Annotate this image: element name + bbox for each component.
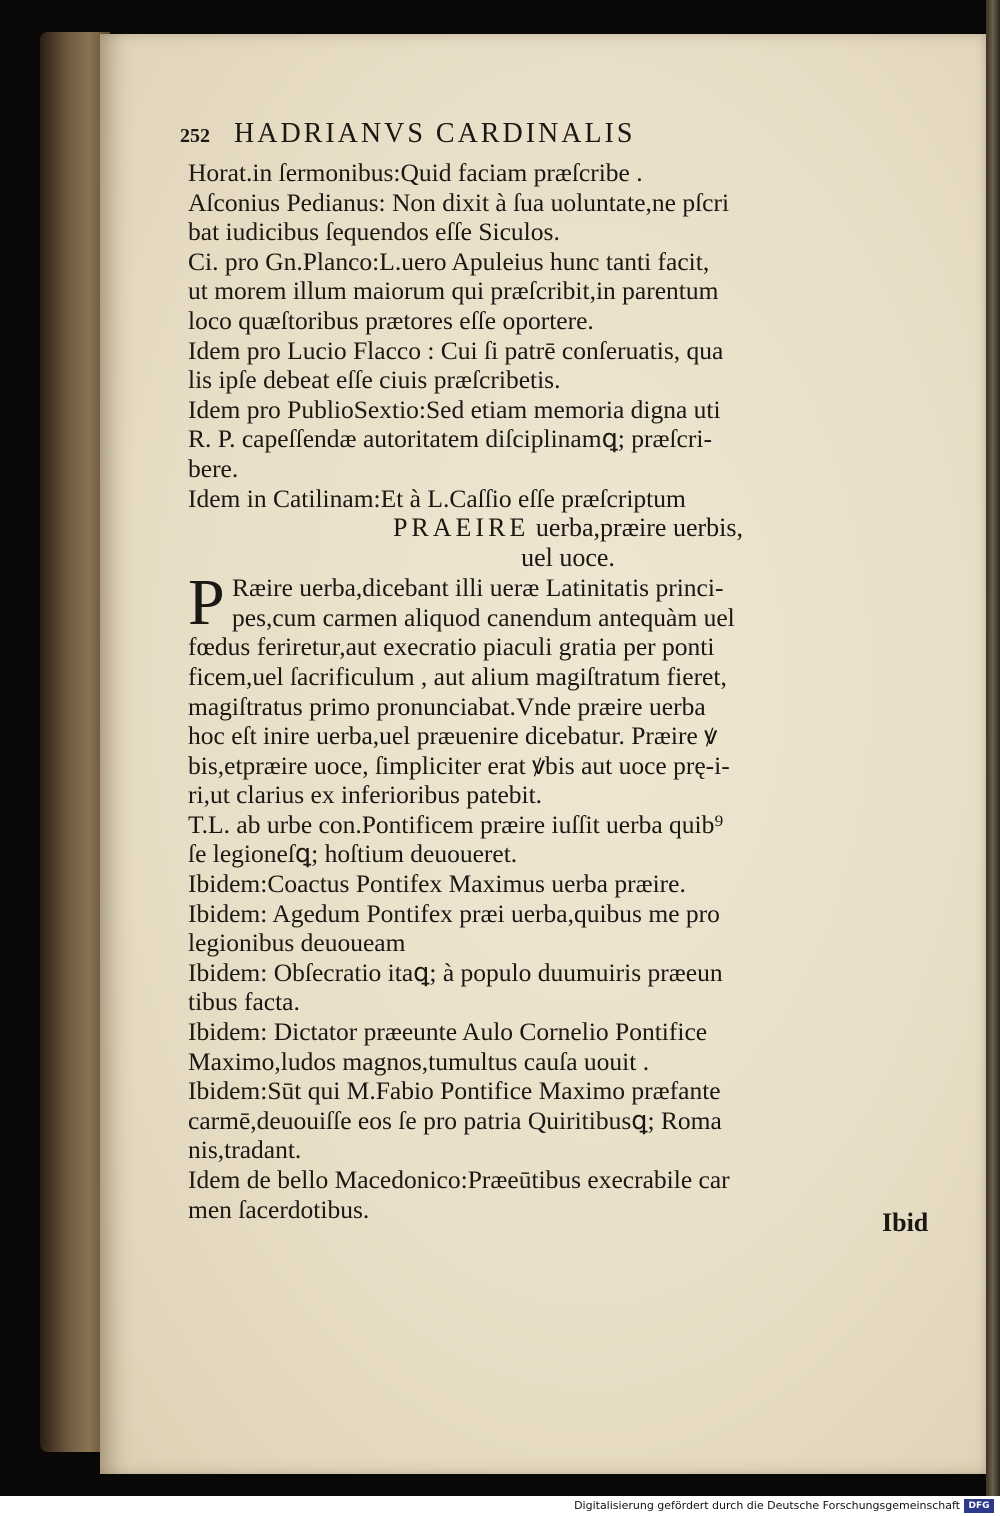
paragraph-praeire	[188, 566, 948, 640]
text-line: ſe legioneſꝗ; hoſtium deuoueret.	[188, 839, 518, 869]
paragraph-citations	[188, 632, 948, 1224]
section-title-rest: uerba,præire uerbis,	[529, 513, 744, 543]
text-line: Aſconius Pedianus: Non dixit à ſua uoluntate,ne pſcri	[188, 187, 730, 217]
page-text	[180, 118, 948, 1224]
text-line: ri,ut clarius ex inferioribus patebit.	[188, 780, 543, 810]
text-line: Idem de bello Macedonico:Præeūtibus execrabile car	[188, 1165, 730, 1194]
catchword: Ibid	[882, 1208, 929, 1237]
text-line: ut morem illum maiorum qui præſcribit,in parentum	[188, 276, 719, 306]
drop-cap: P	[188, 566, 225, 640]
text-line: Ibidem:Coactus Pontifex Maximus uerba præire.	[188, 869, 686, 899]
text-line: R. P. capeſſendæ autoritatem diſciplinamꝗ; præſcri-	[188, 424, 712, 454]
text-line: ficem,uel ſacrificulum , aut alium magiſtratum fieret,	[188, 661, 727, 691]
text-line: Ci. pro Gn.Planco:L.uero Apuleius hunc tanti facit,	[188, 246, 710, 276]
text-line: magiſtratus primo pronunciabat.Vnde præire uerba	[188, 691, 706, 721]
text-line: hoc eſt inire uerba,uel præuenire dicebatur. Præire ꝟ	[188, 721, 718, 751]
text-line: Idem in Catilinam:Et à L.Caſſio eſſe præſcriptum	[188, 483, 686, 513]
section-title-line2: uel uoce.	[521, 543, 615, 573]
text-line: nis,tradant.	[188, 1135, 302, 1165]
running-header	[180, 118, 948, 158]
text-line: bere.	[188, 453, 239, 483]
dfg-logo: DFG	[964, 1499, 994, 1513]
funding-credit: Digitalisierung gefördert durch die Deutsche Forschungsgemeinschaft	[574, 1499, 960, 1512]
text-line: Ibidem: Dictator præeunte Aulo Cornelio Pontifice	[188, 1017, 708, 1047]
text-line: fœdus feriretur,aut execratio piaculi gratia per ponti	[188, 632, 715, 662]
text-line: T.L. ab urbe con.Pontificem præire iuſſit uerba quib⁹	[188, 809, 724, 839]
text-line: Ræire uerba,dicebant illi ueræ Latinitatis princi-	[232, 573, 724, 603]
digitization-footer	[0, 1496, 1000, 1516]
text-line: Maximo,ludos magnos,tumultus cauſa uouit .	[188, 1046, 650, 1076]
text-line: tibus facta.	[188, 987, 300, 1017]
text-line: Horat.in ſermonibus:Quid faciam præſcribe .	[188, 158, 643, 187]
text-line: men ſacerdotibus.	[188, 1194, 370, 1224]
text-line: bis,etpræire uoce, ſimpliciter erat ꝟbis aut uoce prę-i-	[188, 750, 730, 780]
text-line: legionibus deuoueam	[188, 928, 406, 958]
paragraph-praescribere	[188, 158, 948, 513]
text-line: Ibidem:Sūt qui M.Fabio Pontifice Maximo præfante	[188, 1076, 721, 1106]
text-line: lis ipſe debeat eſſe ciuis præſcribetis.	[188, 365, 561, 395]
section-heading	[188, 513, 948, 573]
running-title: HADRIANVS CARDINALIS	[234, 118, 636, 149]
section-title-caps: PRAEIRE	[392, 513, 530, 543]
page-right-edge	[986, 0, 1000, 1496]
text-line: Idem pro Lucio Flacco : Cui ſi patrē conſeruatis, qua	[188, 335, 724, 365]
text-line: pes,cum carmen aliquod canendum antequàm uel	[232, 602, 735, 632]
text-line: Ibidem: Obſecratio itaꝗ; à populo duumuiris præeun	[188, 957, 723, 987]
text-line: loco quæſtoribus prætores eſſe oportere.	[188, 305, 594, 335]
page-number: 252	[180, 125, 210, 147]
text-line: bat iudicibus ſequendos eſſe Siculos.	[188, 217, 560, 247]
text-line: Idem pro PublioSextio:Sed etiam memoria digna uti	[188, 394, 721, 424]
text-line: carmē,deuouiſſe eos ſe pro patria Quiritibusꝗ; Roma	[188, 1105, 722, 1135]
text-line: Ibidem: Agedum Pontifex præi uerba,quibus me pro	[188, 898, 720, 928]
